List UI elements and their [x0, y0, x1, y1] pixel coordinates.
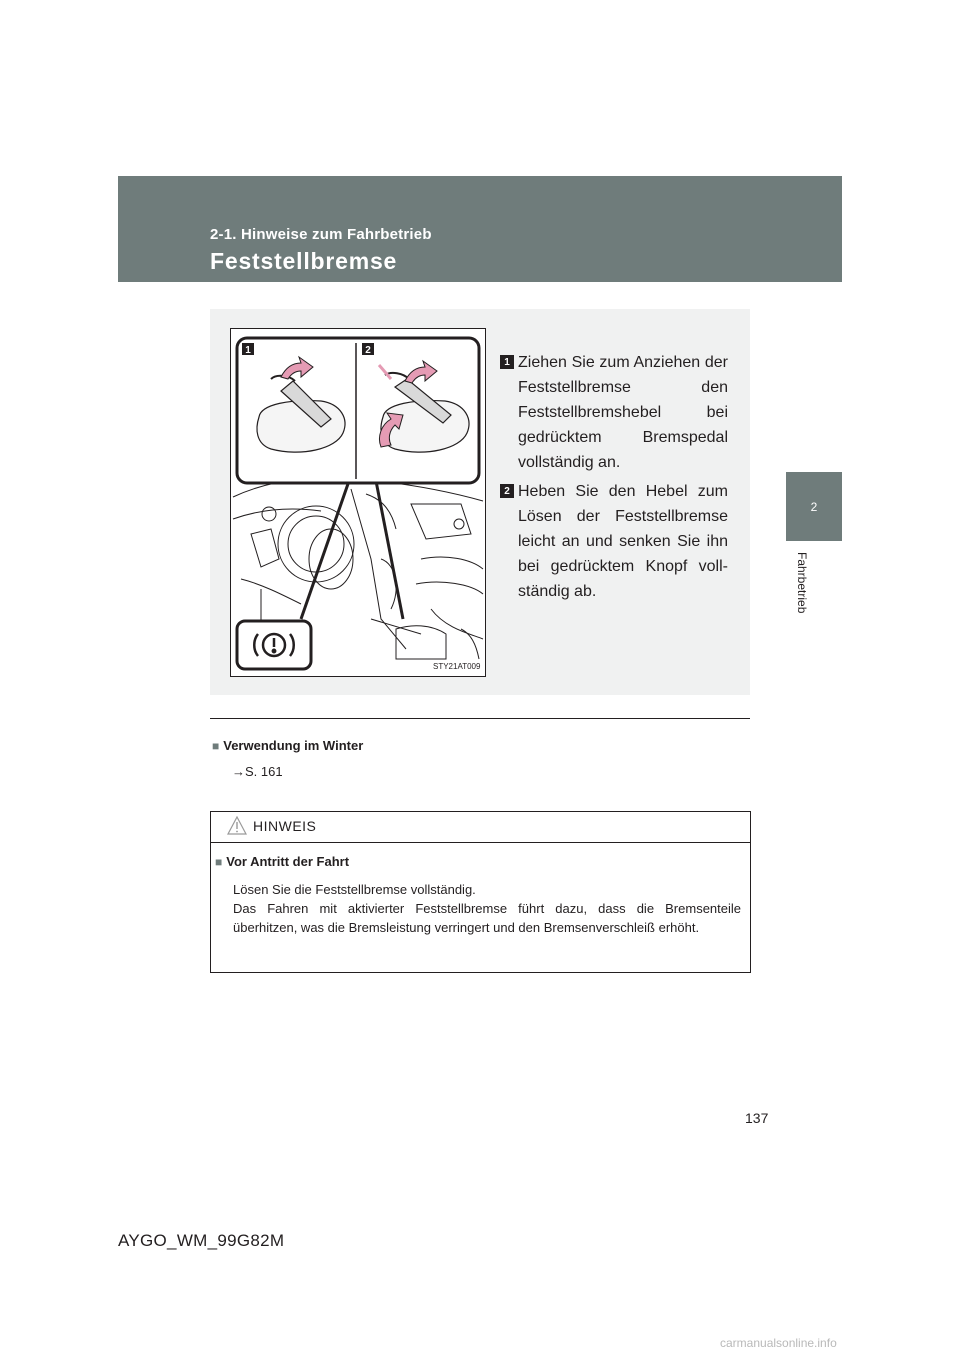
- chapter-number: 2: [810, 499, 818, 514]
- image-code: STY21AT009: [433, 662, 481, 671]
- usage-heading-text: Verwendung im Winter: [223, 738, 364, 753]
- notice-box: [210, 811, 751, 973]
- notice-header: [211, 812, 750, 843]
- step-item: [500, 350, 728, 475]
- instruction-steps: [500, 350, 728, 608]
- warning-triangle-icon: [227, 816, 247, 835]
- step-badge: 1: [500, 355, 514, 369]
- callout-label-2: 2: [365, 345, 371, 356]
- section-label: 2-1. Hinweise zum Fahrbetrieb: [210, 226, 432, 243]
- step-item: [500, 479, 728, 604]
- step-badge: 2: [500, 484, 514, 498]
- model-code: AYGO_WM_99G82M: [118, 1231, 285, 1250]
- square-bullet-icon: ■: [212, 739, 220, 753]
- notice-text: [233, 880, 741, 937]
- notice-line: Das Fahren mit aktivierter Feststellbremse führt dazu, dass die Bremsenteile überhitzen, was die Bremsleistung verringert und den Bremsenverschleiß erhöht.: [233, 901, 741, 935]
- notice-subheading-text: Vor Antritt der Fahrt: [226, 854, 350, 869]
- notice-title: HINWEIS: [253, 818, 317, 834]
- callout-line-right: [376, 481, 403, 619]
- parking-brake-illustration: [230, 328, 486, 677]
- page-title: Feststellbremse: [210, 248, 398, 274]
- step-text: Heben Sie den Hebel zum Lösen der Feststellbremse leicht an und senken Sie ihn bei gedrücktem Knopf vollständig ab.: [518, 483, 728, 600]
- callout-line-left: [301, 481, 349, 619]
- chapter-tab[interactable]: [786, 472, 842, 541]
- page-number: 137: [745, 1110, 769, 1126]
- divider: [210, 718, 750, 719]
- usage-heading: [212, 738, 363, 753]
- square-bullet-icon: ■: [215, 855, 223, 869]
- callout-label-1: 1: [245, 345, 251, 356]
- step-text: Ziehen Sie zum Anziehen der Feststellbremse den Feststellbremshebel bei gedrücktem Bremspedal vollständig an.: [518, 354, 728, 471]
- notice-subheading: [215, 854, 349, 869]
- page-reference-link[interactable]: →S. 161: [232, 764, 283, 779]
- watermark: carmanualsonline.info: [720, 1336, 837, 1350]
- chapter-label: Fahrbetrieb: [795, 552, 809, 614]
- notice-line: Lösen Sie die Feststellbremse vollständig.: [233, 882, 476, 897]
